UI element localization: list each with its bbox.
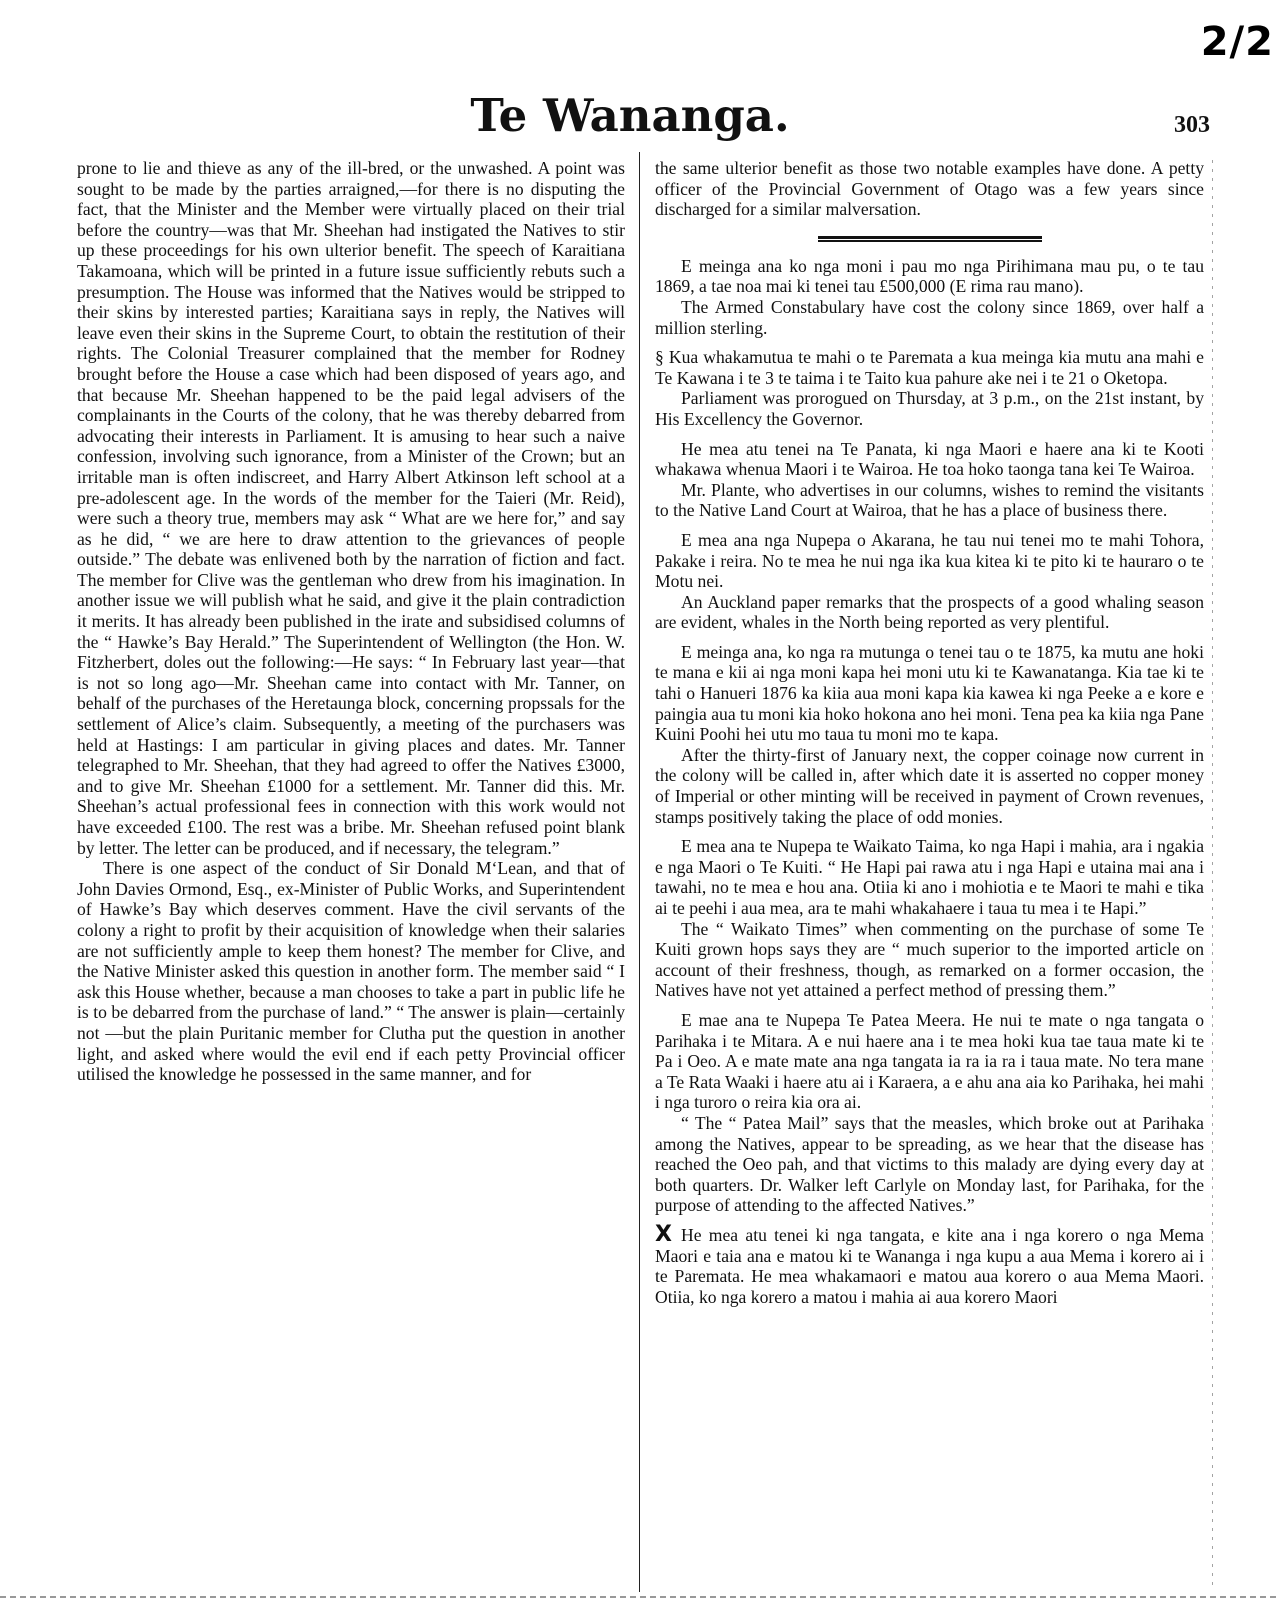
margin-rule [1212, 160, 1213, 1590]
handwritten-x-mark: X [655, 1221, 672, 1247]
news-item: “ The “ Patea Mail” says that the measles, which broke out at Parihaka among the Natives, appear to be spreading, as we hear that the disease has reached the Oeo pah, and that victims to this malady are dying every day at both quarters. Dr. Walker left Carlyle on Monday last, for Parihaka, for the purpose of attending to the affected Natives.” [655, 1112, 1204, 1216]
news-item: The Armed Constabulary have cost the colony since 1869, over half a million sterling. [655, 296, 1204, 338]
archive-page-mark: 2/2 [1200, 19, 1274, 65]
news-item: Parliament was prorogued on Thursday, at 3 p.m., on the 21st instant, by His Excellency the Governor. [655, 388, 1204, 429]
news-item: An Auckland paper remarks that the prospects of a good whaling season are evident, whales in the North being reported as very plentiful. [655, 591, 1204, 633]
news-item: E mea ana te Nupepa te Waikato Taima, ko nga Hapi i mahia, ara i ngakia e nga Maori o Te Kuiti. “ He Hapi pai rawa atu i nga Hapi e utaina mai ana i tawahi, no te mea e hou ana. Otiia ki ano i mohiotia e te Maori te mahi e tika ai te peehi i aua mea, ara te mahi whakahaere i taua tu mea i te Hapi.” [655, 836, 1204, 918]
news-item: He mea atu tenei na Te Panata, ki nga Maori e haere ana ki te Kooti whakawa whenua Maori i te Wairoa. He toa hoko taonga tana kei Te Wairoa. [655, 438, 1204, 480]
newspaper-title: Te Wananga. [470, 89, 790, 142]
column-divider [639, 152, 640, 1592]
page-bottom-edge [0, 1596, 1280, 1598]
news-item: E mea ana nga Nupepa o Akarana, he tau nui tenei mo te mahi Tohora, Pakake i reira. No te mea he nui nga ika kua kitea ki te pito ki te hauraro o te Motu nei. [655, 529, 1204, 592]
article-paragraph: prone to lie and thieve as any of the ill-bred, or the unwashed. A point was sought to be made by the parties arraigned,—for there is no disputing the fact, that the Minister and the Member were virtually placed on their trial before the country—was that Mr. Sheehan had instigated the Natives to stir up these proceedings for his own ulterior benefit. The speech of Karaitiana Takamoana, which will be printed in a future issue sufficiently rebuts such a presumption. The House was informed that the Natives would be stripped to their skins by interested parties; Karaitiana says in reply, the Natives will leave even their skins in the Supreme Court, to obtain the restitution of their rights. The Colonial Treasurer complained that the member for Rodney brought before the House a case which had been disposed of years ago, and that because Mr. Sheehan happened to be the paid legal advisers of the complainants in the Courts of the colony, that he was thereby debarred from advocating their interests in Parliament. It is amusing to hear such a naive confession, involving such ignorance, from a Minister of the Crown; but an irritable man is often indiscreet, and Harry Albert Atkinson left school at a pre-adolescent age. In the words of the member for the Taieri (Mr. Reid), were such a theory true, members may ask “ What are we here for,” and say as he did, “ we are here to draw attention to the grievances of people outside.” The debate was enlivened both by the narration of fiction and fact. The member for Clive was the gentleman who drew from his imagination. In another issue we will publish what he said, and give it the plain contradiction it merits. It has already been published in the irate and subsidised columns of the “ Hawke’s Bay Herald.” The Superintendent of Wellington (the Hon. W. Fitzherbert, doles out the following:—He says: “ In February last year—that is not so long ago—Mr. Sheehan came into contact with Mr. Tanner, on behalf of the purchases of the Heretaunga block, concerning propssals for the settlement of Alice’s claim. Subsequently, a meeting of the purchasers was held at Hastings: I am particular in giving places and dates. Mr. Tanner telegraphed to Mr. Sheehan, that they had agreed to offer the Natives £3000, and to give Mr. Sheehan £1000 for a settlement. Mr. Tanner did this. Mr. Sheehan’s actual professional fees in connection with this work would not have exceeded £100. The rest was a bribe. Mr. Sheehan refused point blank by letter. The letter can be produced, and if necessary, the telegram.” [77, 158, 625, 858]
news-item: E meinga ana ko nga moni i pau mo nga Pirihimana mau pu, o te tau 1869, a tae noa mai ki tenei tau £500,000 (E rima rau mano). [655, 255, 1204, 297]
news-item: E meinga ana, ko nga ra mutunga o tenei tau o te 1875, ka mutu ane hoki te mana e kii ai nga moni kapa hei moni utu ki te Kawanatanga. Kia tae ki te tahi o Hanueri 1876 ka kiia aua moni kapa kia kawea ki nga Peeke a e kore e paingia aua tu moni kia hoko hokona ano hei moni. Tena pea ka kiia nga Pane Kuini Poohi hei utu mo taua tu moni mo te kapa. [655, 641, 1204, 745]
news-items [655, 256, 1204, 1216]
news-item: After the thirty-first of January next, the copper coinage now current in the colony will be called in, after which date it is asserted no copper money of Imperial or other minting will be received in payment of Crown revenues, stamps positively taking the place of odd monies. [655, 744, 1204, 827]
page-number: 303 [1174, 112, 1210, 138]
masthead [0, 88, 1280, 148]
notice-paragraph [655, 1221, 1204, 1307]
news-item: Mr. Plante, who advertises in our columns, wishes to remind the visitants to the Native Land Court at Wairoa, that he has a place of business there. [655, 479, 1204, 521]
left-column [77, 158, 625, 1085]
news-item: The “ Waikato Times” when commenting on the purchase of some Te Kuiti grown hops says they are “ much superior to the imported article on account of their freshness, though, as remarked on a former occasion, the Natives have not yet attained a perfect method of pressing them.” [655, 918, 1204, 1001]
article-paragraph: There is one aspect of the conduct of Sir Donald M‘Lean, and that of John Davies Ormond, Esq., ex-Minister of Public Works, and Superintendent of Hawke’s Bay which deserves comment. Have the civil servants of the colony a right to profit by their acquisition of knowledge when their salaries are not sufficiently ample to keep them honest? The member for Clive, and the Native Minister asked this question in another form. The member said “ I ask this House whether, because a man chooses to take a part in public life he is to be debarred from the purchase of land.” “ The answer is plain—certainly not —but the plain Puritanic member for Clutha put the question in another light, and asked where would the evil end if each petty Provincial officer utilised the knowledge he possessed in the same manner, and for [77, 858, 625, 1085]
section-separator-rule [818, 236, 1042, 242]
right-column [655, 158, 1204, 1307]
news-item: E mae ana te Nupepa Te Patea Meera. He nui te mate o nga tangata o Parihaka i te Mitara. A e nui haere ana i te mea hoki kua tae taua mate ki te Pa i Oeo. A e mate mate ana nga tangata ia ra ia ra i taua mate. No tera mane a Te Rata Waaki i haere atu ai i Karaera, a e ahu ana aia ko Parihaka, hei mahi i nga turoro o reira kia ora ai. [655, 1009, 1204, 1113]
notice-text: He mea atu tenei ki nga tangata, e kite ana i nga korero o nga Mema Maori e taia ana e matou ki te Wananga i nga kupu a aua Mema i korero ai i te Paremata. He mea whakamaori e matou aua korero o aua Mema Maori. Otiia, ko nga korero a matou i mahia ai aua korero Maori [655, 1224, 1204, 1307]
article-continuation: the same ulterior benefit as those two notable examples have done. A petty officer of the Provincial Government of Otago was a few years since discharged for a similar malversation. [655, 158, 1204, 220]
news-item: § Kua whakamutua te mahi o te Paremata a kua meinga kia mutu ana mahi e Te Kawana i te 3 te taima i te Taito kua pahure ake nei i te 21 o Oketopa. [655, 347, 1204, 388]
